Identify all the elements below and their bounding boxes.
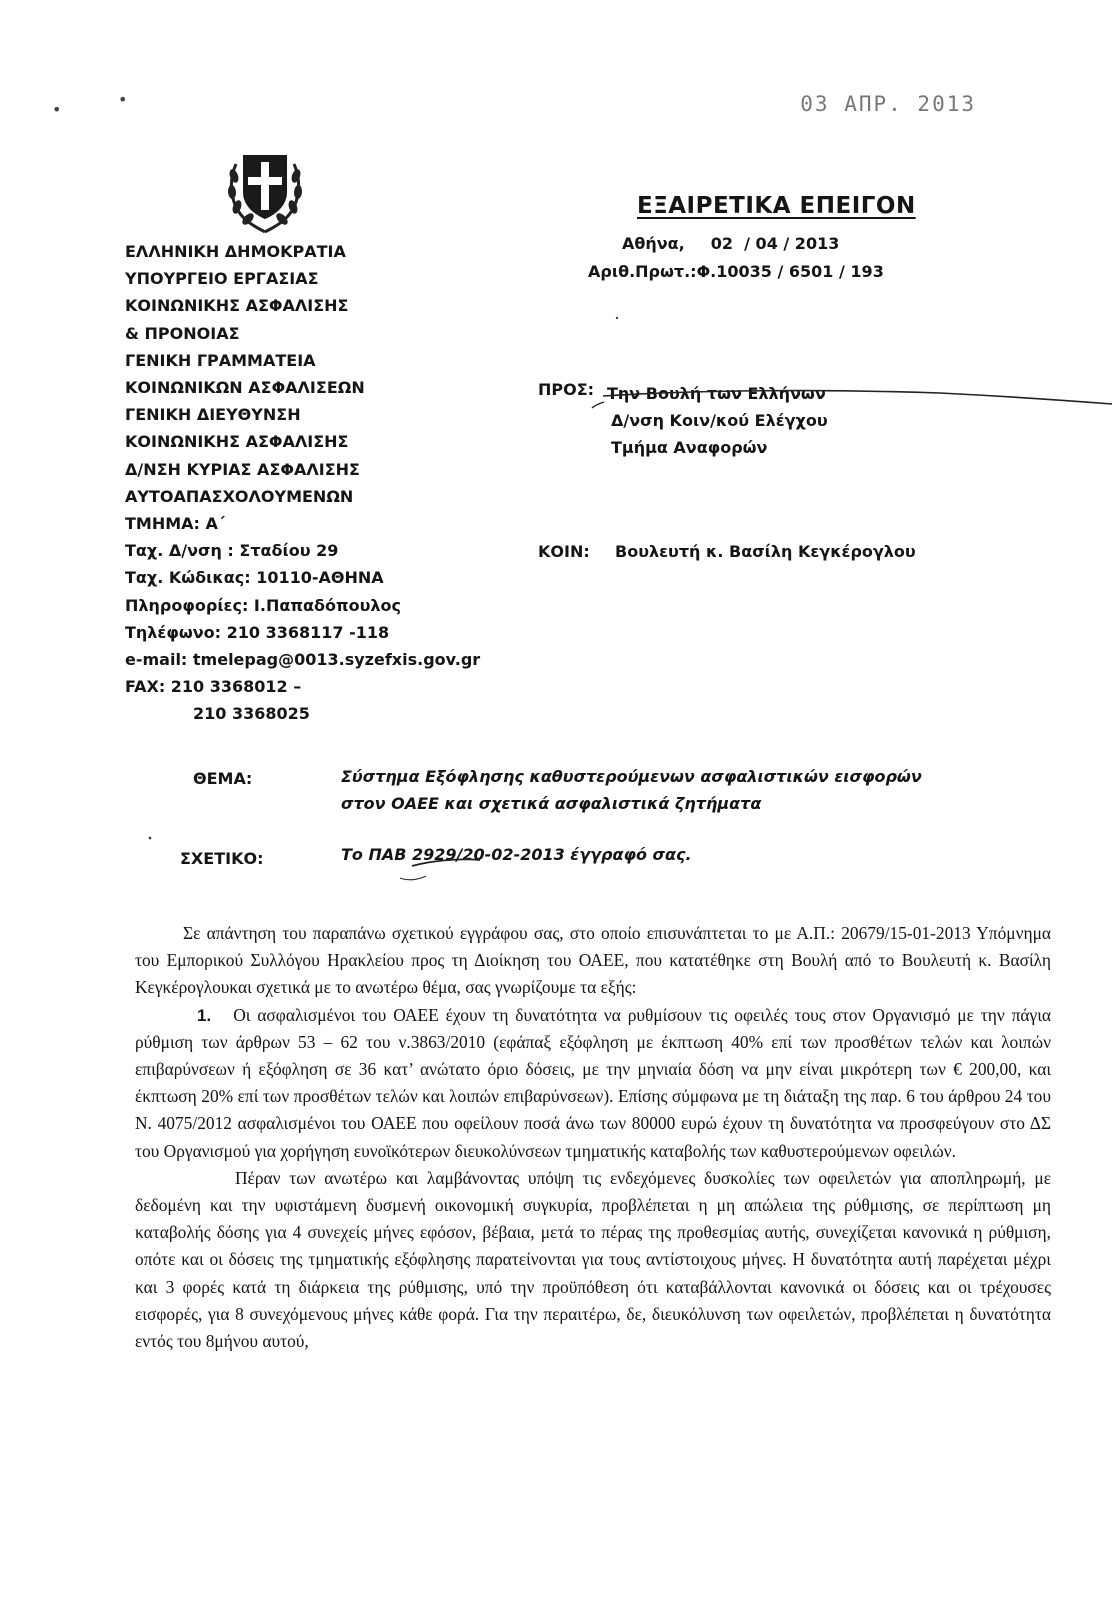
sender-line: ΥΠΟΥΡΓΕΙΟ ΕΡΓΑΣΙΑΣ xyxy=(125,269,319,289)
sender-line: 210 3368025 xyxy=(193,704,310,724)
subject-text xyxy=(341,763,922,817)
sender-line: Τηλέφωνο: 210 3368117 -118 xyxy=(125,622,390,642)
paragraph-text: Οι ασφαλισμένοι του ΟΑΕΕ έχουν τη δυνατότητα να ρυθμίσουν τις οφειλές τους στον Οργανισμό με την πάγια ρύθμιση των άρθρων 53 – 62 του ν.3863/2010 (εφάπαξ εξόφληση με έκπτωση 40% επί των προσθέτων τελών και λοιπών επιβαρύνσεων ή εξόφληση σε 36 κατ’ ανώτατο όριο δόσεις, με την μηνιαία δόση να μην είναι μικρότερη των € 200,00, και έκπτωση 20% επί των προσθέτων τελών και λοιπών επιβαρύνσεων). Επίσης σύμφωνα με τη διάταξη της παρ. 6 του άρθρου 24 του Ν. 4075/2012 ασφαλισμένοι του ΟΑΕΕ που οφείλουν ποσά άνω των 80000 ευρώ έχουν τη δυνατότητα να προσφεύγουν στο ΔΣ του Οργανισμού για χορήγηση ευνοϊκότερων διευκολύνσεων τμηματικής καταβολής των καθυστερούμενων οφειλών. xyxy=(135,1004,1051,1161)
sender-line: ΚΟΙΝΩΝΙΚΩΝ ΑΣΦΑΛΙΣΕΩΝ xyxy=(125,378,365,398)
handwritten-tick-stroke xyxy=(592,402,604,408)
paragraph-number: 1. xyxy=(197,1005,212,1025)
ink-dot xyxy=(616,317,618,319)
body-paragraph: Σε απάντηση του παραπάνω σχετικού εγγράφου σας, στο οποίο επισυνάπτεται το με Α.Π.: 20679/15-01-2013 Υπόμνημα του Εμπορικού Συλλόγου Ηρακλείου προς τη Διοίκηση του ΟΑΕΕ, που κατατέθηκε στη Βουλή από το Βουλευτή κ. Βασίλη Κεγκέρογλουκαι σχετικά με το ανωτέρω θέμα, σας γνωρίζουμε τα εξής: xyxy=(135,923,1051,998)
coat-of-arms-emblem xyxy=(222,134,308,234)
handwritten-mark-stroke xyxy=(400,876,426,880)
subject-line: Σύστημα Εξόφλησης καθυστερούμενων ασφαλιστικών εισφορών xyxy=(341,767,922,786)
reference-label: ΣΧΕΤΙΚΟ: xyxy=(180,849,264,868)
sender-line: ΚΟΙΝΩΝΙΚΗΣ ΑΣΦΑΛΙΣΗΣ xyxy=(125,432,349,452)
sender-line: FAX: 210 3368012 – xyxy=(125,677,302,697)
recipient-line: Την Βουλή των Ελλήνων xyxy=(607,384,826,403)
date-day: 02 xyxy=(710,234,733,253)
sender-block xyxy=(125,238,480,728)
sender-line: ΤΜΗΜΑ: Α΄ xyxy=(125,514,225,534)
sender-line: ΓΕΝΙΚΗ ΔΙΕΥΘΥΝΣΗ xyxy=(125,405,301,425)
sender-line: ΕΛΛΗΝΙΚΗ ΔΗΜΟΚΡΑΤΙΑ xyxy=(125,242,346,261)
sender-line: Δ/ΝΣΗ ΚΥΡΙΑΣ ΑΣΦΑΛΙΣΗΣ xyxy=(125,459,360,479)
reference-text: Το ΠΑΒ 2929/20-02-2013 έγγραφό σας. xyxy=(341,845,692,864)
date-line xyxy=(622,234,839,253)
subject-line: στον ΟΑΕΕ και σχετικά ασφαλιστικά ζητήματα xyxy=(341,794,762,813)
date-month-year: / 04 / 2013 xyxy=(744,234,840,253)
subject-label: ΘΕΜΑ: xyxy=(193,769,253,788)
receipt-stamp: 03 ΑΠΡ. 2013 xyxy=(800,92,976,116)
sender-line: & ΠΡΟΝΟΙΑΣ xyxy=(125,323,240,343)
protocol-number: Αριθ.Πρωτ.:Φ.10035 / 6501 / 193 xyxy=(588,262,884,281)
body-paragraph: Πέραν των ανωτέρω και λαμβάνοντας υπόψη τις ενδεχόμενες δυσκολίες των οφειλετών για αποπληρωμή, με δεδομένη και την υφιστάμενη δυσμενή οικονομική συγκυρία, προβλέπεται η μη απώλεια της ρύθμισης, σε περίπτωση μη καταβολής δόσης για 4 συνεχείς μήνες εφόσον, βέβαια, μετά το πέρας της προθεσμίας αυτής, συνεχίζεται κανονικά η ρύθμιση, οπότε και οι δόσεις της τμηματικής εξόφλησης παρατείνονται για τους αντίστοιχους μήνες. Η δυνατότητα αυτή παρέχεται μέχρι και 3 φορές κατά τη διάρκεια της ρύθμισης, υπό την προϋπόθεση ότι καταβάλλονται κανονικά οι δόσεις και οι τρέχουσες εισφορές, για 8 συνεχόμενους μήνες κάθε φορά. Για την περαιτέρω, δε, διευκόλυνση των οφειλετών, προβλέπεται η δυνατότητα εντός του 8μήνου αυτού, xyxy=(135,1167,1051,1352)
recipient-label: ΠΡΟΣ: xyxy=(538,380,595,399)
sender-line: Ταχ. Δ/νση : Σταδίου 29 xyxy=(125,541,339,561)
recipient-line: Δ/νση Κοιν/κού Ελέγχου xyxy=(611,411,828,430)
sender-line: ΑΥΤΟΑΠΑΣΧΟΛΟΥΜΕΝΩΝ xyxy=(125,486,354,506)
sender-line: e-mail: tmelepag@0013.syzefxis.gov.gr xyxy=(125,650,481,670)
sender-line: Ταχ. Κώδικας: 10110-ΑΘΗΝΑ xyxy=(125,568,384,588)
scan-mark: • xyxy=(52,100,62,119)
body-paragraph-numbered xyxy=(135,1002,1051,1165)
letter-body xyxy=(135,920,1051,1355)
date-label: Αθήνα, xyxy=(622,234,685,253)
cc-label: ΚΟΙΝ: xyxy=(538,542,590,561)
sender-line: Πληροφορίες: Ι.Παπαδόπουλος xyxy=(125,595,402,615)
cc-value: Βουλευτή κ. Βασίλη Κεγκέρογλου xyxy=(615,542,916,561)
ink-dot xyxy=(149,837,152,840)
sender-line: ΓΕΝΙΚΗ ΓΡΑΜΜΑΤΕΙΑ xyxy=(125,350,316,370)
scan-mark: • xyxy=(118,90,128,109)
recipient-line: Τμήμα Αναφορών xyxy=(611,438,768,457)
recipient-block xyxy=(607,380,828,461)
sender-line: ΚΟΙΝΩΝΙΚΗΣ ΑΣΦΑΛΙΣΗΣ xyxy=(125,296,349,316)
urgent-title: ΕΞΑΙΡΕΤΙΚΑ ΕΠΕΙΓΟΝ xyxy=(637,193,916,219)
